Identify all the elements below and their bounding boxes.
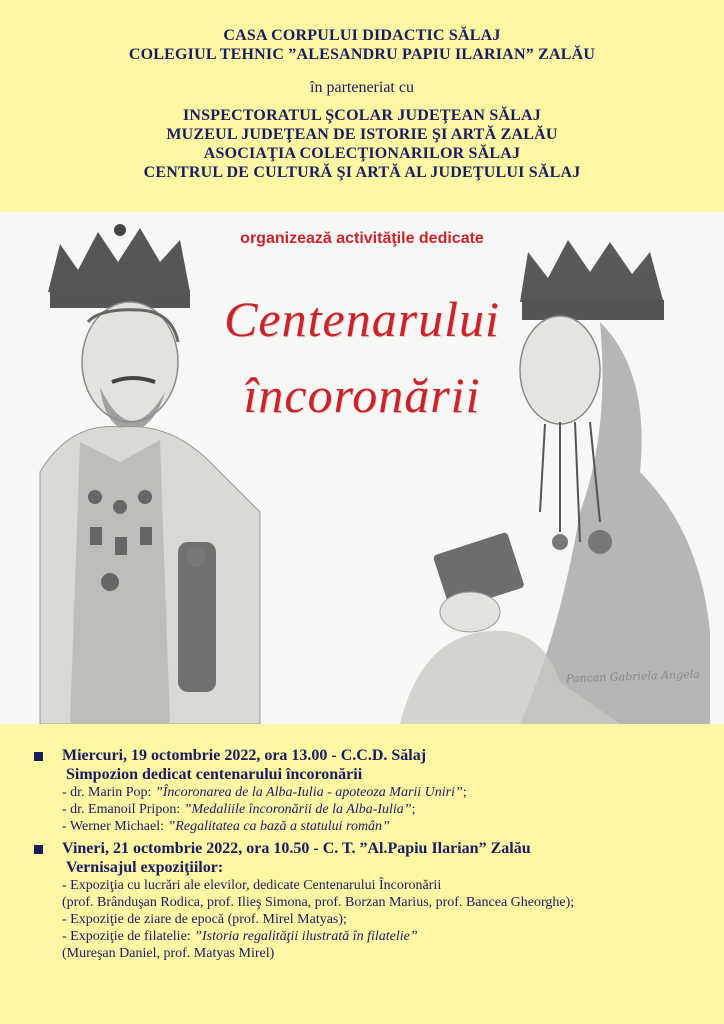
partner-culture-center: CENTRUL DE CULTURĂ ŞI ARTĂ AL JUDEŢULUI SĂLAJ (143, 164, 581, 181)
organizers (0, 0, 724, 64)
list-item: - Expoziţie de ziare de epocă (prof. Mirel Matyas); (62, 912, 347, 927)
royal-portraits-drawing (0, 212, 724, 724)
list-item: - dr. Marin Pop: ”Încoronarea de la Alba-Iulia - apoteoza Marii Uniri”; (62, 785, 467, 800)
event-title: Vernisajul expoziţiilor: (66, 859, 224, 876)
event-exhibitions (34, 839, 714, 962)
bullet-square-icon (34, 845, 43, 854)
artwork-band (0, 212, 724, 724)
event-date: Vineri, 21 octombrie 2022, ora 10.50 - C. T. ”Al.Papiu Ilarian” Zalău (62, 840, 531, 857)
list-item: - dr. Emanoil Pripon: ”Medaliile încoronării de la Alba-Iulia”; (62, 802, 416, 817)
event-date: Miercuri, 19 octombrie 2022, ora 13.00 - C.C.D. Sălaj (62, 747, 427, 764)
title-line-1: Centenarului (224, 291, 500, 347)
partnership-label: în parteneriat cu (310, 79, 414, 96)
title-line-2: încoronării (243, 367, 481, 423)
event-title: Simpozion dedicat centenarului încoronării (66, 766, 363, 783)
bullet-square-icon (34, 752, 43, 761)
list-item: - Expoziţie de filatelie: ”Istoria regalităţii ilustrată în filatelie” (62, 929, 418, 944)
artist-signature: Pancan Gabriela Angela (565, 667, 700, 686)
list-item: (prof. Brânduşan Rodica, prof. Ilieş Simona, prof. Borzan Marius, prof. Bancea Gheorghe); (62, 895, 575, 910)
header (0, 0, 724, 212)
organizer-college: COLEGIUL TEHNIC ”ALESANDRU PAPIU ILARIAN” ZALĂU (128, 46, 596, 63)
partner-association: ASOCIAŢIA COLECŢIONARILOR SĂLAJ (203, 145, 521, 162)
list-item: - Werner Michael: ”Regalitatea ca bază a statului român” (62, 819, 390, 834)
list-item: - Expoziţia cu lucrări ale elevilor, dedicate Centenarului Încoronării (62, 878, 442, 893)
partners (0, 106, 724, 182)
intro-text: organizează activităţile dedicate (240, 230, 484, 247)
organizer-ccd: CASA CORPULUI DIDACTIC SĂLAJ (223, 27, 501, 44)
partner-isj: INSPECTORATUL ŞCOLAR JUDEŢEAN SĂLAJ (182, 107, 542, 124)
partner-museum: MUZEUL JUDEŢEAN DE ISTORIE ŞI ARTĂ ZALĂU (166, 126, 558, 143)
program (0, 724, 724, 1024)
list-item: (Mureşan Daniel, prof. Matyas Mirel) (62, 946, 275, 961)
event-symposium (34, 746, 714, 835)
